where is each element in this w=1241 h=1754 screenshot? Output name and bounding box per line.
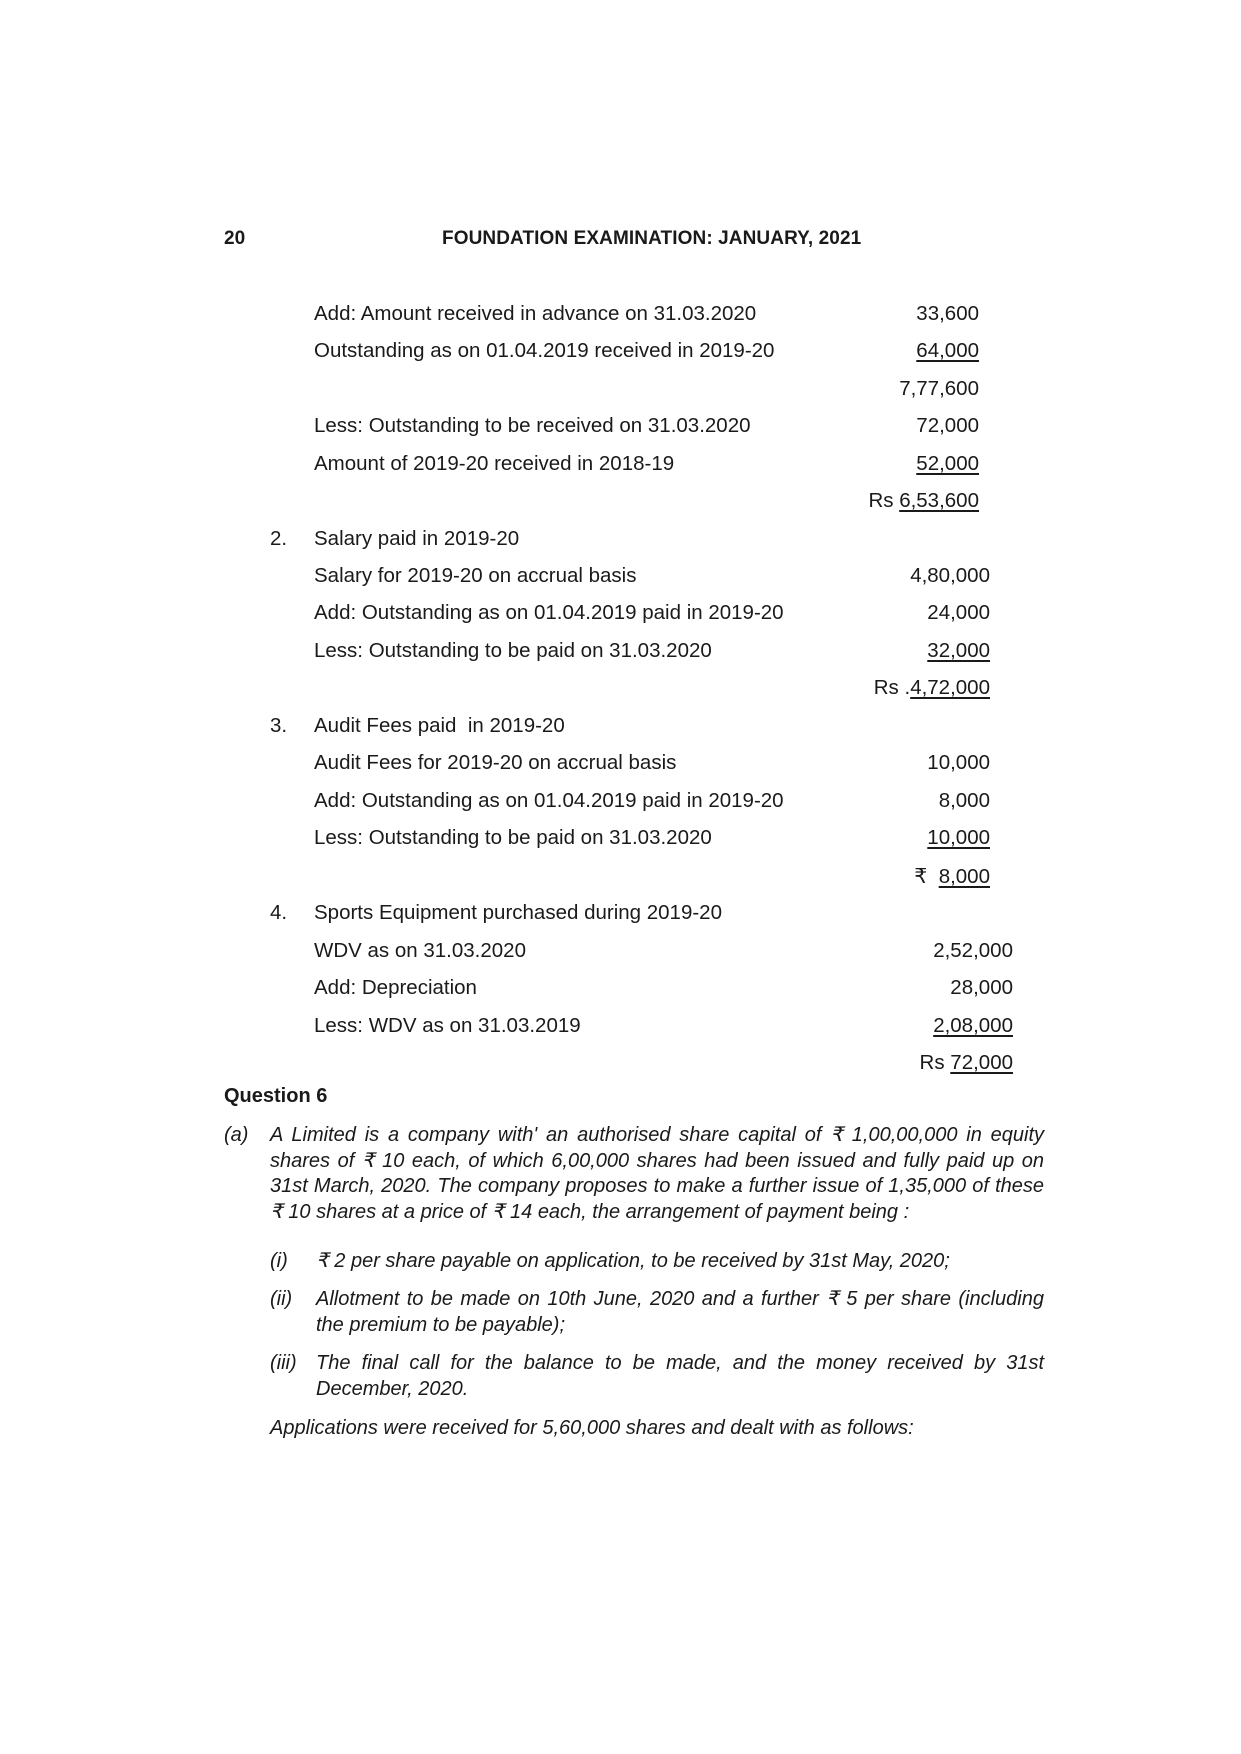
list-item-label: (i) — [270, 1250, 288, 1272]
calc-row — [0, 826, 1241, 854]
calc-amount: 64,000 — [916, 339, 979, 362]
calc-description: Add: Outstanding as on 01.04.2019 paid in 2019-20 — [314, 601, 784, 624]
calc-amount: 72,000 — [916, 414, 979, 437]
calc-description: Outstanding as on 01.04.2019 received in 2019-20 — [314, 339, 775, 362]
calc-row — [0, 714, 1241, 742]
calc-heading: Audit Fees paid in 2019-20 — [314, 714, 565, 737]
calc-total: Rs 6,53,600 — [868, 489, 979, 512]
calc-row — [0, 751, 1241, 779]
item-number: 2. — [270, 527, 288, 550]
calc-row — [0, 901, 1241, 929]
list-item-text: Allotment to be made on 10th June, 2020 and a further ₹ 5 per share (including the premium to be payable); — [316, 1288, 1044, 1336]
list-item-text: ₹ 2 per share payable on application, to be received by 31st May, 2020; — [316, 1250, 950, 1272]
calc-description: Less: Outstanding to be paid on 31.03.2020 — [314, 639, 712, 662]
calc-row — [0, 976, 1241, 1004]
calc-heading: Salary paid in 2019-20 — [314, 527, 520, 550]
calc-description: WDV as on 31.03.2020 — [314, 939, 526, 962]
calc-amount: 2,52,000 — [933, 939, 1013, 962]
calc-description: Add: Amount received in advance on 31.03.2020 — [314, 302, 757, 325]
calc-amount: 4,80,000 — [910, 564, 990, 587]
calc-amount: 2,08,000 — [933, 1014, 1013, 1037]
calc-subtotal: 7,77,600 — [899, 377, 979, 400]
calc-amount: 8,000 — [938, 789, 990, 812]
calc-row — [0, 1051, 1241, 1079]
calc-row — [0, 489, 1241, 517]
calc-description: Less: WDV as on 31.03.2019 — [314, 1014, 581, 1037]
calc-description: Amount of 2019-20 received in 2018-19 — [314, 452, 675, 475]
calc-amount: 10,000 — [927, 751, 990, 774]
page-header-title: FOUNDATION EXAMINATION: JANUARY, 2021 — [442, 228, 862, 249]
calc-total: Rs 72,000 — [919, 1051, 1013, 1074]
calc-row — [0, 1014, 1241, 1042]
calc-heading: Sports Equipment purchased during 2019-20 — [314, 901, 722, 924]
calc-row — [0, 601, 1241, 629]
calc-amount: 28,000 — [950, 976, 1013, 999]
calc-row — [0, 339, 1241, 367]
calc-row — [0, 939, 1241, 967]
calc-description: Add: Outstanding as on 01.04.2019 paid in 2019-20 — [314, 789, 784, 812]
calc-row — [0, 302, 1241, 330]
calc-description: Salary for 2019-20 on accrual basis — [314, 564, 637, 587]
calc-row — [0, 676, 1241, 704]
calc-total: Rs .4,72,000 — [873, 676, 990, 699]
question-part-label: (a) — [224, 1124, 249, 1146]
item-number: 4. — [270, 901, 288, 924]
calc-row — [0, 527, 1241, 555]
calc-amount: 10,000 — [927, 826, 990, 849]
calc-amount: 24,000 — [927, 601, 990, 624]
calc-description: Add: Depreciation — [314, 976, 477, 999]
calc-total: ₹ 8,000 — [914, 865, 990, 888]
calc-row — [0, 639, 1241, 667]
calc-amount: 32,000 — [927, 639, 990, 662]
list-item-text: The final call for the balance to be made, and the money received by 31st December, 2020. — [316, 1352, 1044, 1400]
calc-amount: 52,000 — [916, 452, 979, 475]
item-number: 3. — [270, 714, 288, 737]
question-closing-text: Applications were received for 5,60,000 shares and dealt with as follows: — [270, 1417, 914, 1439]
question-heading: Question 6 — [224, 1085, 328, 1107]
calc-row — [0, 864, 1241, 892]
calc-amount: 33,600 — [916, 302, 979, 325]
calc-description: Less: Outstanding to be received on 31.03.2020 — [314, 414, 751, 437]
calc-row — [0, 414, 1241, 442]
calc-description: Less: Outstanding to be paid on 31.03.2020 — [314, 826, 712, 849]
calc-row — [0, 564, 1241, 592]
calc-row — [0, 452, 1241, 480]
calc-description: Audit Fees for 2019-20 on accrual basis — [314, 751, 677, 774]
list-item-label: (ii) — [270, 1288, 293, 1310]
calc-row — [0, 377, 1241, 405]
page-number: 20 — [224, 228, 246, 249]
calc-row — [0, 789, 1241, 817]
question-text: A Limited is a company with' an authorised share capital of ₹ 1,00,00,000 in equity shares of ₹ 10 each, of which 6,00,000 shares had been issued and fully paid up on 31st March, 2020. The company proposes to make a further issue of 1,35,000 of these ₹ 10 shares at a price of ₹ 14 each, the arrangement of payment being : — [270, 1124, 1044, 1223]
list-item-label: (iii) — [270, 1352, 297, 1374]
